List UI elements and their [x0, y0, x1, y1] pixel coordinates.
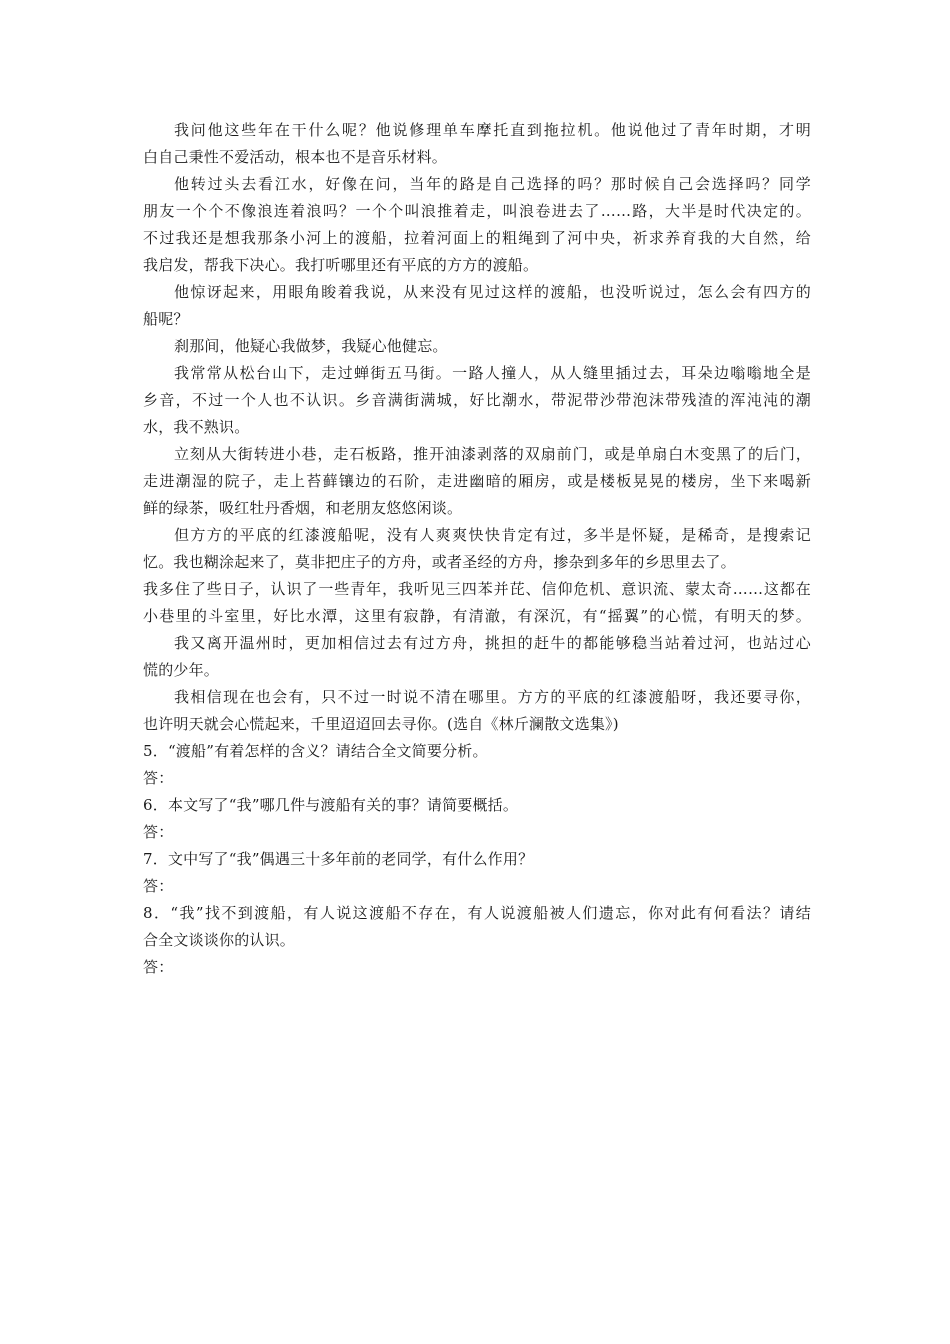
text-line: 我启发，帮我下决心。我打听哪里还有平底的方方的渡船。 — [143, 256, 539, 274]
text-line: 他惊讶起来，用眼角睃着我说，从来没有见过这样的渡船，也没听说过，怎么会有四方的 — [174, 283, 811, 301]
text-line: 乡音，不过一个人也不认识。乡音满街满城，好比潮水，带泥带沙带泡沫带残渣的浑沌沌的潮 — [143, 391, 811, 409]
text-line: 白自己秉性不爱活动，根本也不是音乐材料。 — [143, 148, 448, 166]
text-line: 不过我还是想我那条小河上的渡船，拉着河面上的粗绳到了河中央，祈求养育我的大自然，给 — [143, 229, 811, 247]
text-line: 答： — [143, 823, 174, 841]
text-line: 答： — [143, 877, 174, 895]
text-line: 答： — [143, 958, 174, 976]
text-line: 水，我不熟识。 — [143, 418, 250, 436]
text-line: 我又离开温州时，更加相信过去有过方舟，挑担的赶牛的都能够稳当站着过河，也站过心 — [174, 634, 811, 652]
text-line: 我问他这些年在干什么呢？他说修理单车摩托直到拖拉机。他说他过了青年时期，才明 — [174, 121, 811, 139]
text-line: 我多住了些日子，认识了一些青年，我听见三四苯并芘、信仰危机、意识流、蒙太奇……这都在 — [143, 580, 811, 598]
text-line: 小巷里的斗室里，好比水潭，这里有寂静，有清澈，有深沉，有“摇翼”的心慌，有明天的梦。 — [143, 607, 811, 625]
text-line: 8．“我”找不到渡船，有人说这渡船不存在，有人说渡船被人们遗忘，你对此有何看法？请结 — [143, 904, 811, 922]
text-line: 6．本文写了“我”哪几件与渡船有关的事？请简要概括。 — [143, 796, 519, 814]
text-line: 走进潮湿的院子，走上苔藓镶边的石阶，走进幽暗的厢房，或是楼板晃晃的楼房，坐下来喝新 — [143, 472, 811, 490]
text-line: 刹那间，他疑心我做梦，我疑心他健忘。 — [174, 337, 448, 355]
text-line: 船呢？ — [143, 310, 189, 328]
text-line: 忆。我也糊涂起来了，莫非把庄子的方舟，或者圣经的方舟，掺杂到多年的乡思里去了。 — [143, 553, 736, 571]
text-line: 慌的少年。 — [143, 661, 220, 679]
text-line: 朋友一个个不像浪连着浪吗？一个个叫浪推着走，叫浪卷进去了……路，大半是时代决定的。 — [143, 202, 811, 220]
document-page — [143, 117, 811, 981]
text-line: 我常常从松台山下，走过蝉街五马街。一路人撞人，从人缝里插过去，耳朵边嗡嗡地全是 — [174, 364, 811, 382]
text-line: 鲜的绿茶，吸红牡丹香烟，和老朋友悠悠闲谈。 — [143, 499, 463, 517]
text-line: 立刻从大街转进小巷，走石板路，推开油漆剥落的双扇前门，或是单扇白木变黑了的后门， — [174, 445, 811, 463]
text-line: 答： — [143, 769, 174, 787]
text-line: 7．文中写了“我”偶遇三十多年前的老同学，有什么作用？ — [143, 850, 534, 868]
text-line: 我相信现在也会有，只不过一时说不清在哪里。方方的平底的红漆渡船呀，我还要寻你， — [174, 688, 811, 706]
text-line: 合全文谈谈你的认识。 — [143, 931, 296, 949]
text-line: 他转过头去看江水，好像在问，当年的路是自己选择的吗？那时候自己会选择吗？同学 — [174, 175, 811, 193]
text-line: 但方方的平底的红漆渡船呢，没有人爽爽快快肯定有过，多半是怀疑，是稀奇，是搜索记 — [174, 526, 811, 544]
text-line: 也许明天就会心慌起来，千里迢迢回去寻你。(选自《林斤澜散文选集》) — [143, 715, 619, 733]
text-line: 5．“渡船”有着怎样的含义？请结合全文简要分析。 — [143, 742, 488, 760]
